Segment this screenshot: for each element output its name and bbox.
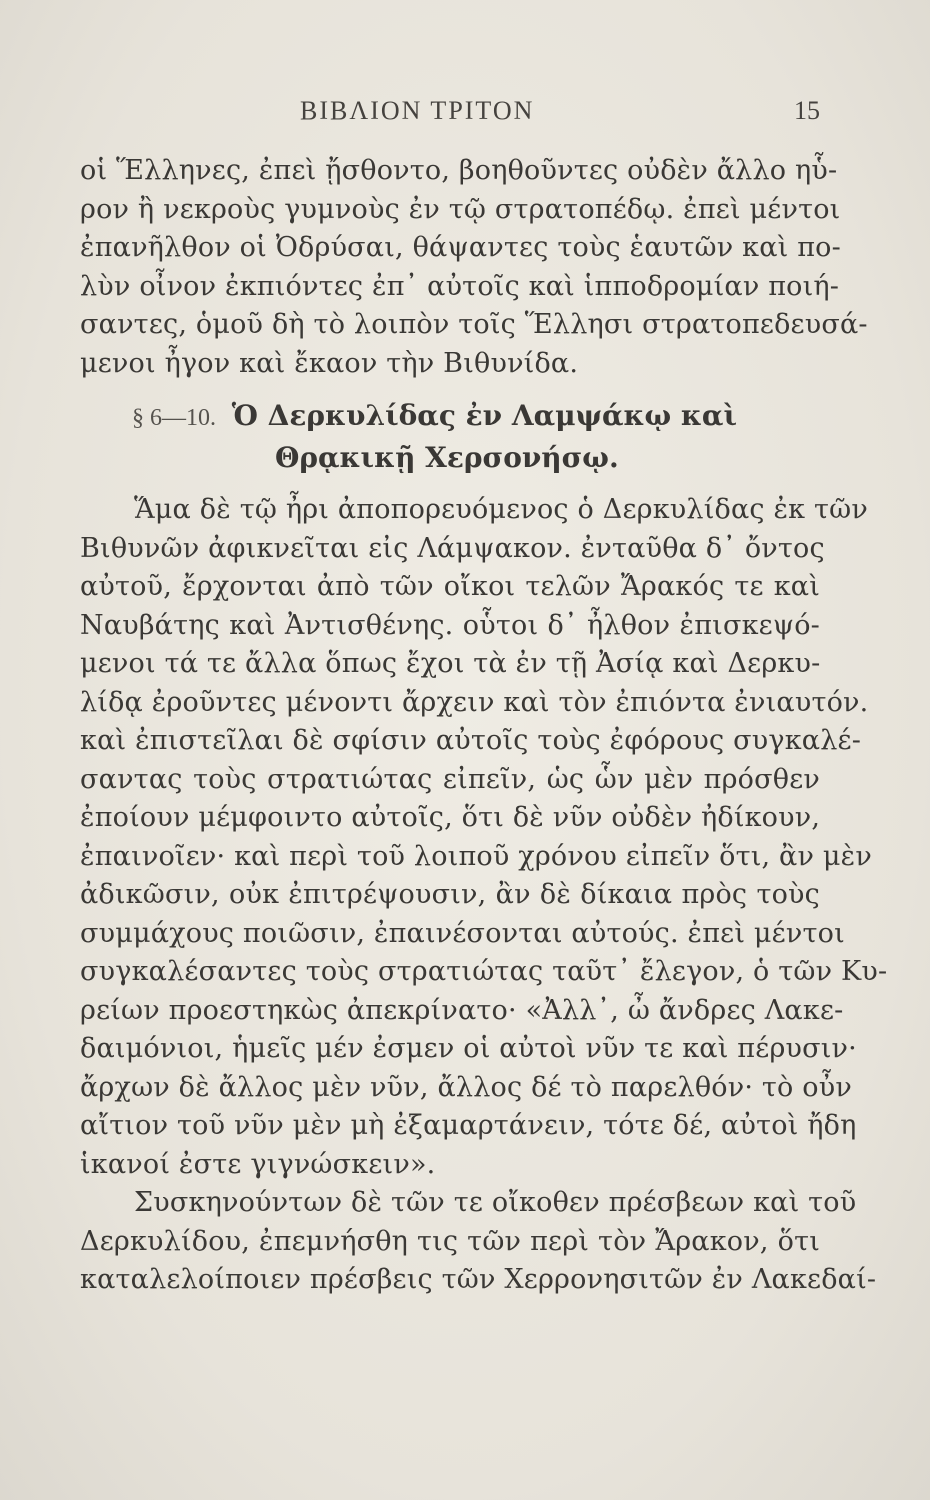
text-line: ρείων προεστηκὼς ἀπεκρίνατο· «Ἀλλ᾽, ὦ ἄνδρες Λακε- [80,994,844,1026]
text-line: Δερκυλίδου, ἐπεμνήσθη τις τῶν περὶ τὸν Ἄρακον, ὅτι [80,1225,820,1257]
text-line: Συσκηνούντων δὲ τῶν τε οἴκοθεν πρέσβεων καὶ τοῦ [134,1187,857,1218]
text-line: ἐποίουν μέμφοιντο αὐτοῖς, ὅτι δὲ νῦν οὐδὲν ἠδίκουν, [80,802,821,833]
text-line: λὺν οἶνον ἐκπιόντες ἐπ᾽ αὐτοῖς καὶ ἱπποδρομίαν ποιή- [80,270,840,302]
text-line: ἱκανοί ἐστε γιγνώσκειν». [80,1148,436,1180]
running-title: ΒΙΒΛΙΟΝ ΤΡΙΤΟΝ [300,96,535,125]
section-title-line-1: Ὁ Δερκυλίδας ἐν Λαμψάκῳ καὶ [231,399,737,432]
text-line: λίδᾳ ἐροῦντες μένοντι ἄρχειν καὶ τὸν ἐπιόντα ἐνιαυτόν. [80,686,869,718]
running-header [0,96,930,136]
text-line: μενοι τά τε ἄλλα ὅπως ἔχοι τὰ ἐν τῇ Ἀσίᾳ καὶ Δερκυ- [80,648,821,679]
text-line: ἀδικῶσιν, οὐκ ἐπιτρέψουσιν, ἂν δὲ δίκαια πρὸς τοὺς [80,879,820,910]
text-line: καταλελοίποιεν πρέσβεις τῶν Χερρονησιτῶν ἐν Λακεδαί- [80,1264,877,1295]
text-line: Ναυβάτης καὶ Ἀντισθένης. οὗτοι δ᾽ ἦλθον ἐπισκεψό- [80,609,820,641]
text-line: ρον ἢ νεκροὺς γυμνοὺς ἐν τῷ στρατοπέδῳ. ἐπεὶ μέντοι [80,193,841,225]
section-heading [80,395,820,479]
text-line: συγκαλέσαντες τοὺς στρατιώτας ταῦτ᾽ ἔλεγον, ὁ τῶν Κυ- [80,956,888,987]
text-line: ἐπανῆλθον οἱ Ὀδρύσαι, θάψαντες τοὺς ἑαυτῶν καὶ πο- [80,232,841,263]
text-line: σαντας τοὺς στρατιώτας εἰπεῖν, ὡς ὧν μὲν πρόσθεν [80,763,820,795]
paragraph-1 [80,152,868,383]
text-line: Ἅμα δὲ τῷ ἦρι ἀποπορευόμενος ὁ Δερκυλίδας ἐκ τῶν [134,494,869,525]
text-line: συμμάχους ποιῶσιν, ἐπαινέσονται αὐτούς. ἐπεὶ μέντοι [80,917,845,949]
text-line: ἐπαινοῖεν· καὶ περὶ τοῦ λοιποῦ χρόνου εἰπεῖν ὅτι, ἂν μὲν [80,840,872,872]
text-line: Βιθυνῶν ἀφικνεῖται εἰς Λάμψακον. ἐνταῦθα δ᾽ ὄντος [80,532,825,564]
text-line: μενοι ἦγον καὶ ἔκαον τὴν Βιθυνίδα. [80,347,579,379]
text-line: αἴτιον τοῦ νῦν μὲν μὴ ἐξαμαρτάνειν, τότε δέ, αὐτοὶ ἤδη [80,1110,857,1141]
section-title-line-2: Θρᾳκικῇ Χερσονήσῳ. [275,441,619,474]
text-line: δαιμόνιοι, ἡμεῖς μέν ἐσμεν οἱ αὐτοὶ νῦν τε καὶ πέρυσιν· [80,1033,857,1064]
text-line: καὶ ἐπιστεῖλαι δὲ σφίσιν αὐτοῖς τοὺς ἐφόρους συγκαλέ- [80,725,862,756]
text-line: σαντες, ὁμοῦ δὴ τὸ λοιπὸν τοῖς Ἕλλησι στρατοπεδευσά- [80,309,868,340]
paragraph-2 [80,491,888,1184]
text-line: ἄρχων δὲ ἄλλος μὲν νῦν, ἄλλος δέ τὸ παρελθόν· τὸ οὖν [80,1071,852,1103]
paragraph-3 [80,1184,877,1300]
text-line: αὐτοῦ, ἔρχονται ἀπὸ τῶν οἴκοι τελῶν Ἄρακός τε καὶ [80,571,820,602]
main-text [80,152,888,1300]
text-line: οἱ Ἕλληνες, ἐπεὶ ᾔσθοντο, βοηθοῦντες οὐδὲν ἄλλο ηὗ- [80,155,838,186]
section-number: § 6—10. [132,405,216,431]
page-number: 15 [794,96,820,125]
